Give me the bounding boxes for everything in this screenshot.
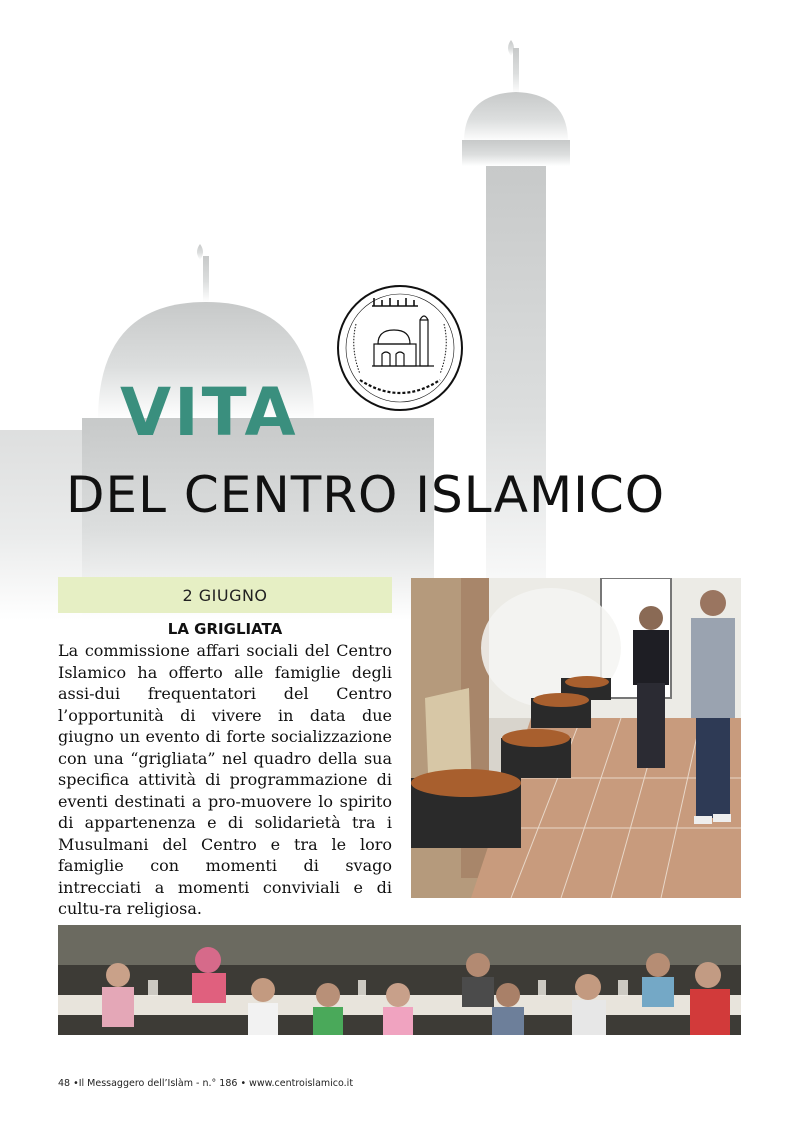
event-date-band: 2 GIUGNO — [58, 577, 392, 613]
article-heading: LA GRIGLIATA — [167, 620, 283, 638]
section-title-accent: VITA — [120, 374, 299, 451]
section-title: DEL CENTRO ISLAMICO — [66, 466, 666, 524]
centro-islamico-logo — [336, 284, 464, 412]
dinner-photo — [58, 925, 741, 1035]
page-footer: 48 •Il Messaggero dell’Islàm - n.° 186 • www.centroislamico.it — [58, 1078, 354, 1089]
grill-photo — [411, 578, 741, 898]
article-body: La commissione affari sociali del Centro Islamico ha offerto alle famiglie degli assi-dui frequentatori del Centro l’opportunità di vivere in data due giugno un evento di forte socializzazione con una “grigliata” nel quadro della sua specifica attività di programmazione di eventi destinati a pro-muovere lo spirito di appartenenza e di solidarietà tra i Musulmani del Centro e tra le loro famiglie con momenti di svago intrecciati a momenti conviviali e di cultu-ra religiosa. — [58, 641, 392, 918]
